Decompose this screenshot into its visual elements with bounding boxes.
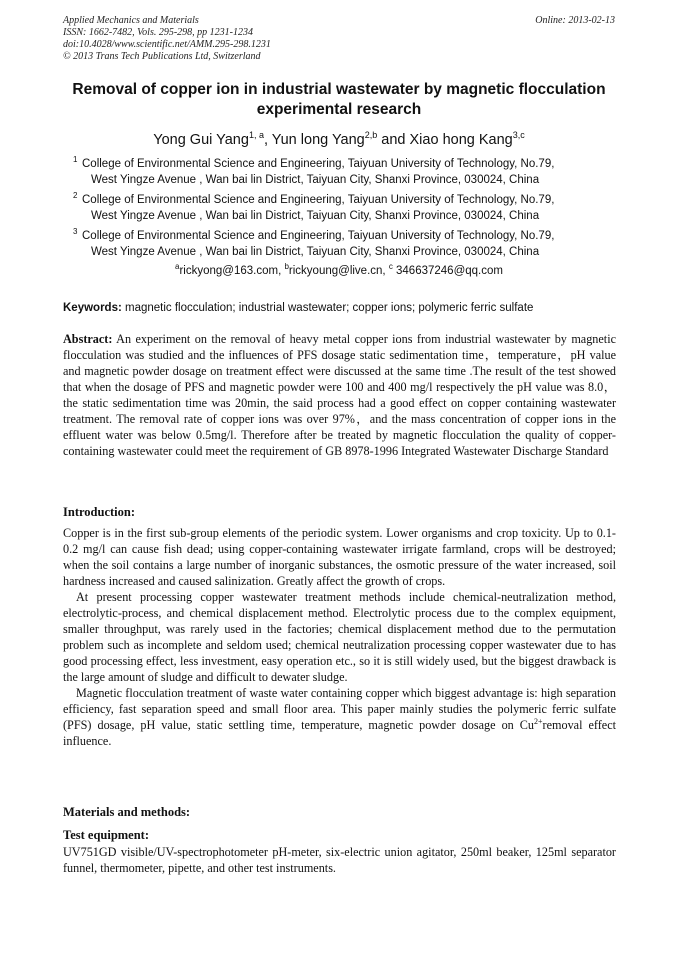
- online-date: Online: 2013-02-13: [535, 15, 615, 26]
- author-superscript: 2,b: [364, 130, 378, 140]
- copyright-line: © 2013 Trans Tech Publications Ltd, Switzerland: [63, 51, 261, 62]
- affiliation: [66, 192, 626, 224]
- email-superscript: b: [284, 262, 289, 271]
- test-equipment-body: [63, 844, 616, 876]
- author-separator: ,: [263, 132, 272, 148]
- author-name: Yong Gui Yang: [153, 132, 249, 148]
- email-link[interactable]: rickyoung@live.cn,: [288, 265, 389, 277]
- affiliation-line: College of Environmental Science and Engineering, Taiyuan University of Technology, No.79,: [82, 230, 555, 242]
- affiliation-number: 3: [73, 227, 78, 236]
- author-separator: and: [377, 132, 410, 148]
- paragraph: At present processing copper wastewater treatment methods include chemical-neutralization method, electrolytic-process, and chemical displacement method. Electrolytic process due to the complex equipment, smaller throughput, was rarely used in the factories; chemical displacement method due to the permutation problem such as incomplete and seldom used; chemical neutralization processing copper wastewater due to has good processing effect, less investment, easy operation etc., so it is still widely used, but the biggest drawback is the large amount of sludge and difficult to dewater sludge.: [63, 590, 616, 684]
- author-superscript: 3,c: [512, 130, 525, 140]
- running-header: [63, 15, 615, 63]
- affiliation-line: West Yingze Avenue , Wan bai lin District, Taiyuan City, Shanxi Province, 030024, China: [91, 174, 540, 186]
- paragraph: [63, 685, 616, 749]
- author-superscript: 1, a: [248, 130, 264, 140]
- paragraph-text: Magnetic flocculation treatment of waste water containing copper which biggest advantage is: high separation efficiency, fast separation speed and small floor area. This paper mainly studies the polymeric ferric sulfate (PFS) dosage, pH value, static settling time, temperature, magnetic powder dosage on Cu: [63, 686, 616, 732]
- affiliation-line: West Yingze Avenue , Wan bai lin District, Taiyuan City, Shanxi Province, 030024, China: [91, 246, 540, 258]
- author-name: Yun long Yang: [271, 132, 365, 148]
- affiliation-list: [66, 156, 626, 264]
- journal-name: Applied Mechanics and Materials: [63, 15, 199, 26]
- affiliation-line: West Yingze Avenue , Wan bai lin District, Taiyuan City, Shanxi Province, 030024, China: [91, 210, 540, 222]
- materials-heading: Materials and methods:: [63, 805, 191, 819]
- keywords-text: magnetic flocculation; industrial wastewater; copper ions; polymeric ferric sulfate: [121, 302, 534, 314]
- test-equipment-heading: Test equipment:: [63, 828, 150, 842]
- paragraph-text: removal effect influence.: [63, 718, 616, 748]
- ion-charge-superscript: 2+: [534, 717, 543, 726]
- keywords-label: Keywords:: [63, 302, 122, 314]
- author-list: [40, 131, 638, 149]
- issn-line: ISSN: 1662-7482, Vols. 295-298, pp 1231-1234: [63, 27, 253, 38]
- affiliation-line: College of Environmental Science and Engineering, Taiyuan University of Technology, No.79,: [82, 158, 555, 170]
- email-list: [40, 263, 638, 279]
- abstract-text: An experiment on the removal of heavy metal copper ions from industrial wastewater by magnetic flocculation was studied and the influences of PFS dosage static sedimentation time，temperature，pH value and magnetic powder dosage on treatment effect were discussed at the same time .The result of the test showed that when the dosage of PFS and magnetic powder were 100 and 400 mg/l respectively the pH value was 8.0，the static sedimentation time was 20min, the said process had a good effect on copper containing wastewater treatment. The removal rate of copper ions was over 97%，and the mass concentration of copper ions in the effluent water was below 0.5mg/l. Therefore after be treated by magnetic flocculation the quality of copper-containing wastewater could meet the requirement of GB 8978-1996 Integrated Wastewater Discharge Standard: [63, 332, 616, 458]
- abstract: [63, 331, 616, 459]
- paragraph: UV751GD visible/UV-spectrophotometer pH-meter, six-electric union agitator, 250ml beaker, 125ml separator funnel, thermometer, pipette, and other test instruments.: [63, 845, 616, 875]
- affiliation-number: 1: [73, 155, 78, 164]
- email-link[interactable]: rickyong@163.com,: [179, 265, 285, 277]
- paper-title: Removal of copper ion in industrial wastewater by magnetic flocculation experimental research: [72, 81, 606, 118]
- affiliation-number: 2: [73, 191, 78, 200]
- affiliation-line: College of Environmental Science and Engineering, Taiyuan University of Technology, No.79,: [82, 194, 555, 206]
- email-superscript: a: [175, 262, 180, 271]
- paragraph: Copper is in the first sub-group elements of the periodic system. Lower organisms and crop toxicity. Up to 0.1-0.2 mg/l can cause fish dead; using copper-containing wastewater irrigate farmland, crops will be destroyed; when the soil contains a large number of inorganic substances, the osmotic pressure of the water increased, soil hardness increased and caused salinization. Greatly affect the growth of crops.: [63, 526, 616, 588]
- abstract-label: Abstract:: [63, 332, 113, 346]
- affiliation: [66, 156, 626, 188]
- email-superscript: c: [388, 262, 393, 271]
- affiliation: [66, 228, 626, 260]
- author-name: Xiao hong Kang: [409, 132, 513, 148]
- keywords: [63, 300, 618, 316]
- email-link[interactable]: 346637246@qq.com: [392, 265, 503, 277]
- introduction-body: [63, 525, 616, 749]
- doi-line: doi:10.4028/www.scientific.net/AMM.295-298.1231: [63, 39, 271, 50]
- introduction-heading: Introduction:: [63, 505, 136, 519]
